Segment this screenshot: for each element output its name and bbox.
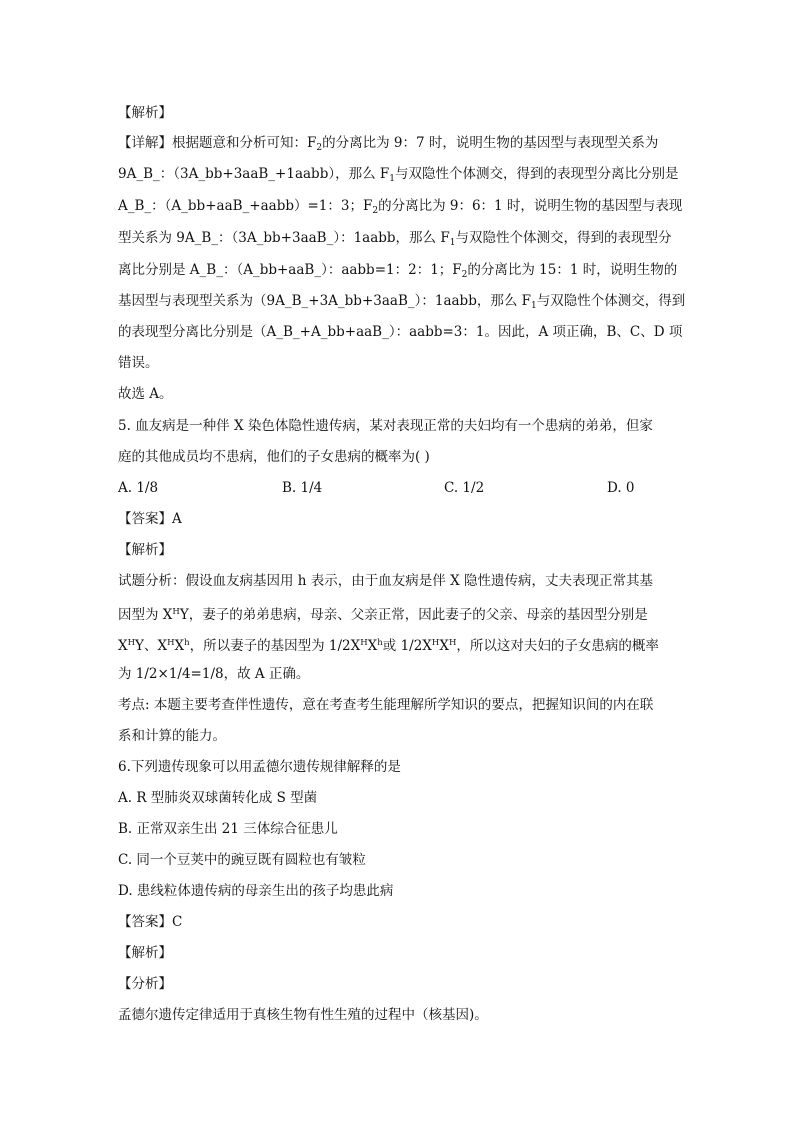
superscript: H [127,638,136,648]
text: 与双隐性个体测交，得到 [536,293,686,309]
text: 9A_B_：（3A_bb+3aaB_+1aabb），那么 F [118,166,390,182]
conclusion-line: 故选 A。 [118,386,173,402]
text: 【详解】根据题意和分析可知：F [118,135,317,151]
q5-option-d: D. 0 [607,480,635,496]
subscript: 2 [461,270,468,280]
text: A_B_：（A_bb+aaB_+aabb）=1：3；F [118,198,373,214]
text: 的分离比为 9：6：1 时，说明生物的基因型与表现 [378,198,683,214]
superscript: H [431,638,440,648]
detail-line-3 [118,197,683,220]
question-6-stem: 6.下列遗传现象可以用孟德尔遗传规律解释的是 [118,759,401,775]
q6-option-b: B. 正常双亲生出 21 三体综合征患儿 [118,821,338,837]
subscript: 1 [449,238,456,248]
superscript: H [167,638,175,648]
detail-line-7: 的表现型分离比分别是（A_B_+A_bb+aaB_）：aabb=3：1。因此，A 项正确，B、C、D 项 [118,324,683,340]
text: X [367,638,378,654]
detail-line-5 [118,261,678,284]
question-5-stem-line-1: 5. 血友病是一种伴 X 染色体隐性遗传病，某对表现正常的夫妇均有一个患病的弟弟，但家 [118,418,653,434]
q5-option-c: C. 1/2 [444,480,485,496]
text: 的分离比为 9：7 时，说明生物的基因型与表现型关系为 [322,135,659,151]
q6-fenxi-text: 孟德尔遗传定律适用于真核生物有性生殖的过程中（核基因)。 [118,1007,488,1023]
text: 因型为 X [118,607,173,623]
detail-line-2 [118,165,678,188]
subscript: 2 [316,143,323,153]
superscript: h [377,638,383,648]
text: ，所以这对夫妇的子女患病的概率 [456,638,659,654]
question-5-stem-line-2: 庭的其他成员均不患病，他们的子女患病的概率为( ) [118,449,430,465]
subscript: 1 [389,174,395,184]
q6-option-c: C. 同一个豆荚中的豌豆既有圆粒也有皱粒 [118,852,366,868]
text: 型关系为 9A_B_：（3A_bb+3aaB_）：1aabb，那么 F [118,230,450,246]
text: Y、X [135,638,168,654]
subscript: 1 [531,301,537,311]
text: 基因型与表现型关系为（9A_B_+3A_bb+3aaB_）：1aabb，那么 F [118,293,531,309]
q5-kaodian-line-2: 系和计算的能力。 [118,728,226,744]
text: 或 1/2X [382,638,432,654]
text: 的分离比为 15：1 时，说明生物的 [467,262,678,278]
text: ，所以妻子的基因型为 1/2X [189,638,361,654]
q6-analysis-label: 【解析】 [118,945,172,961]
detail-line-8: 错误。 [118,355,159,371]
q6-option-d: D. 患线粒体遗传病的母亲生出的孩子均患此病 [118,883,394,899]
q5-answer: 【答案】A [118,511,182,527]
q5-kaodian-line-1: 考点: 本题主要考查伴性遗传，意在考查考生能理解所学知识的要点，把握知识间的内在联 [118,697,654,713]
detail-line-1 [118,134,678,157]
superscript: H [360,638,368,648]
q5-analysis-line-4: 为 1/2×1/4=1/8，故 A 正确。 [118,666,310,682]
superscript: h [184,638,190,648]
q5-option-b: B. 1/4 [282,480,323,496]
q5-analysis-line-1: 试题分析：假设血友病基因用 h 表示，由于血友病是伴 X 隐性遗传病，丈夫表现正常其基 [118,573,653,589]
text: 与双隐性个体测交，得到的表现型分离比分别是 [394,166,679,182]
q6-answer: 【答案】C [118,914,183,930]
q5-analysis-label: 【解析】 [118,542,172,558]
text: X [439,638,449,654]
detail-line-4 [118,229,678,252]
q6-option-a: A. R 型肺炎双球菌转化成 S 型菌 [118,790,318,806]
detail-line-6 [118,292,686,315]
text: X [174,638,185,654]
q5-analysis-line-2 [118,603,678,624]
q5-option-a: A. 1/8 [118,480,159,496]
subscript: 2 [372,206,379,216]
text: Y，妻子的弟弟患病，母亲、父亲正常，因此妻子的父亲、母亲的基因型分别是 [179,607,648,623]
section-label-analysis: 【解析】 [118,105,172,121]
q6-fenxi-label: 【分析】 [118,976,172,992]
text: 离比分别是 A_B_：（A_bb+aaB_）：aabb=1：2：1；F [118,262,462,278]
superscript: H [448,638,457,648]
superscript: H [172,607,180,617]
text: X [118,638,128,654]
q5-analysis-line-3 [118,634,678,655]
text: 与双隐性个体测交，得到的表现型分 [455,230,672,246]
